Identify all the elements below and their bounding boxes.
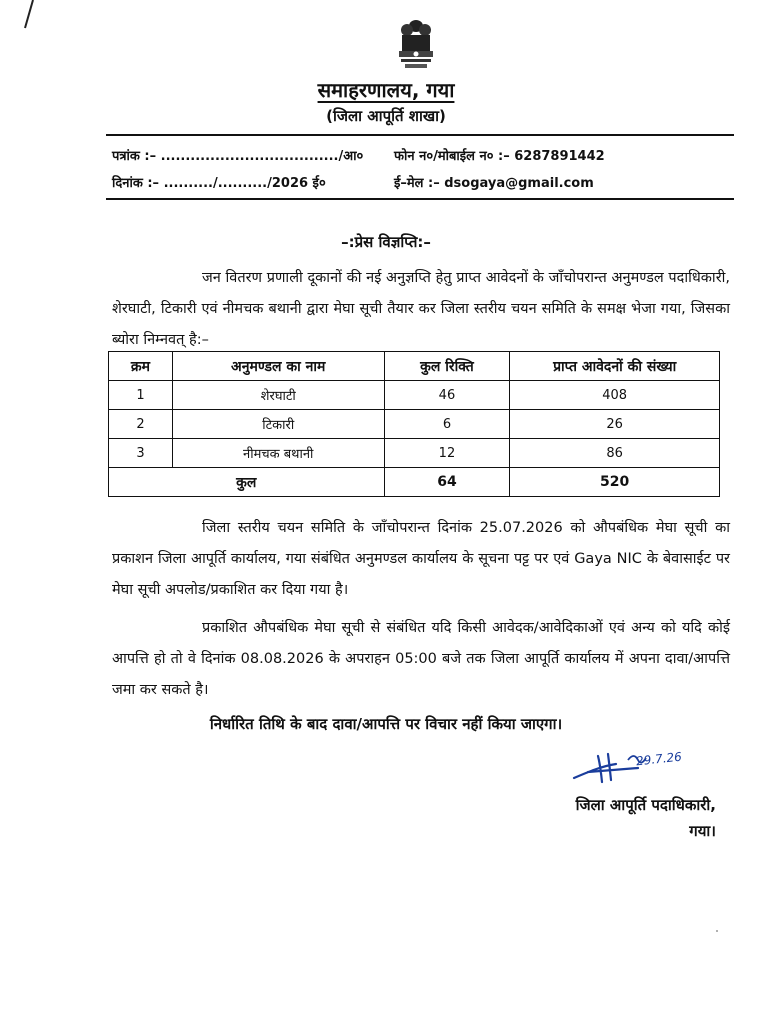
- table-total-row: [109, 468, 720, 497]
- email-address: ई–मेल :– dsogaya@gmail.com: [394, 176, 594, 191]
- cell-serial: 1: [109, 381, 173, 410]
- letter-number: पत्रांक :– ..................................../आ०: [112, 149, 364, 164]
- header-divider-top: [106, 134, 734, 136]
- table-row: [109, 439, 720, 468]
- col-header-subdivision: अनुमण्डल का नाम: [172, 352, 384, 381]
- table-header-row: [109, 352, 720, 381]
- scan-speck: [716, 930, 718, 932]
- col-header-serial: क्रम: [109, 352, 173, 381]
- cell-applications: 26: [510, 410, 720, 439]
- signatory-block: [576, 792, 716, 844]
- signatory-place: गया।: [689, 822, 716, 840]
- publication-paragraph: जिला स्तरीय चयन समिति के जाँचोपरान्त दिनांक 25.07.2026 को औपबंधिक मेघा सूची का प्रकाशन जिला आपूर्ति कार्यालय, गया संबंधित अनुमण्डल कार्यालय के सूचना पट्ट पर एवं Gaya NIC के बेवासाईट पर मेघा सूची अपलोड/प्रकाशित कर दिया गया है।: [112, 520, 730, 598]
- letter-date: दिनांक :– ........../........../2026 ई०: [112, 176, 326, 191]
- cell-vacancies: 12: [384, 439, 510, 468]
- phone-number: फोन न०/मोबाईल न० :– 6287891442: [394, 149, 605, 164]
- cell-serial: 3: [109, 439, 173, 468]
- state-emblem-icon: [393, 18, 439, 70]
- header-divider-bottom: [106, 198, 734, 200]
- table-row: [109, 381, 720, 410]
- cell-subdivision: नीमचक बथानी: [172, 439, 384, 468]
- total-applications: 520: [510, 468, 720, 497]
- branch-name: (जिला आपूर्ति शाखा): [326, 107, 446, 125]
- cell-applications: 408: [510, 381, 720, 410]
- cell-subdivision: शेरघाटी: [172, 381, 384, 410]
- office-title: समाहरणालय, गया: [317, 78, 455, 102]
- cell-serial: 2: [109, 410, 173, 439]
- objection-paragraph: प्रकाशित औपबंधिक मेघा सूची से संबंधित यदि किसी आवेदक/आवेदिकाओं एवं अन्य को यदि कोई आपत्ति हो तो वे दिनांक 08.08.2026 के अपराहन 05:00 बजे तक जिला आपूर्ति कार्यालय में अपना दावा/आपत्ति जमा कर सकते है।: [112, 620, 730, 698]
- signatory-designation: जिला आपूर्ति पदाधिकारी,: [575, 796, 716, 814]
- cell-applications: 86: [510, 439, 720, 468]
- total-vacancies: 64: [384, 468, 510, 497]
- total-label: कुल: [109, 468, 385, 497]
- table-row: [109, 410, 720, 439]
- cell-vacancies: 46: [384, 381, 510, 410]
- cell-vacancies: 6: [384, 410, 510, 439]
- applications-table: [108, 351, 720, 497]
- cell-subdivision: टिकारी: [172, 410, 384, 439]
- press-release-heading: –:प्रेस विज्ञप्ति:–: [341, 233, 431, 251]
- signature-date: 29.7.26: [635, 749, 683, 769]
- deadline-notice: निर्धारित तिथि के बाद दावा/आपत्ति पर विचार नहीं किया जाएगा।: [209, 715, 563, 733]
- col-header-vacancies: कुल रिक्ति: [384, 352, 510, 381]
- scan-edge-mark: [22, 0, 36, 30]
- col-header-applications: प्राप्त आवेदनों की संख्या: [510, 352, 720, 381]
- intro-paragraph: जन वितरण प्रणाली दूकानों की नई अनुज्ञप्ति हेतु प्राप्त आवेदनों के जाँचोपरान्त अनुमण्डल पदाधिकारी, शेरघाटी, टिकारी एवं नीमचक बथानी द्वारा मेघा सूची तैयार कर जिला स्तरीय चयन समिति के समक्ष भेजा गया, जिसका ब्योरा निम्नवत् है:–: [112, 270, 730, 348]
